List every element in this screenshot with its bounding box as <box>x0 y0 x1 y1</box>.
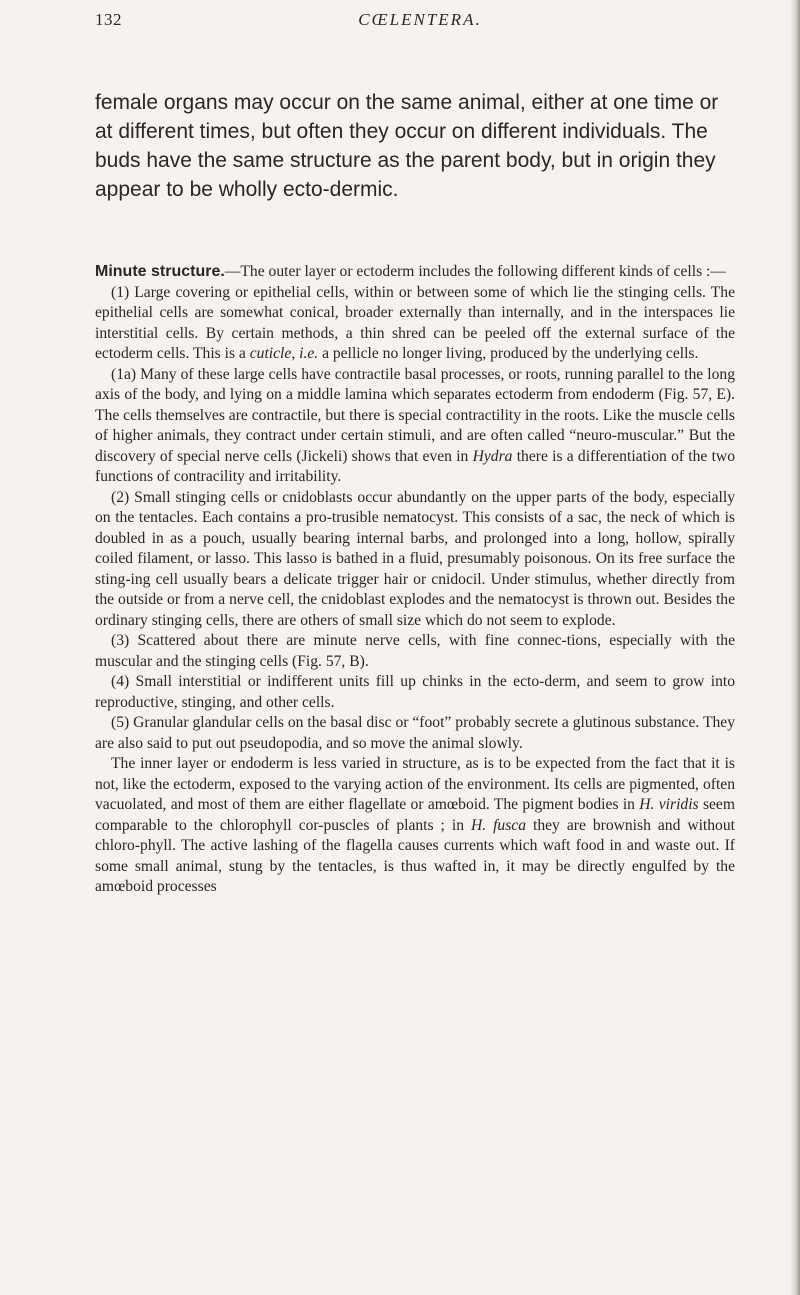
text-run: , <box>291 345 300 362</box>
text-run: (1) Large covering or epithelial cells, within or between some of which lie the stinging cells. The epithelial cells are somewhat conical, broader externally than internally, and in the interspaces lie interstitial cells. By certain methods, a thin shred can be peeled off the external surface of the ectoderm cells. This is a <box>95 283 735 362</box>
text-run: seem comparable to the chlorophyll cor-puscles of plants ; in <box>95 796 735 834</box>
text-run: (1a) Many of these large cells have contractile basal processes, or roots, running parallel to the long axis of the body, and lying on a middle lamina which separates ectoderm from endoderm (Fig. 57, E). The cells themselves are contractile, but there is special contractility in the roots. Like the muscle cells of higher animals, they contract under certain stimuli, and are often called “neuro-muscular.” But the discovery of special nerve cells (Jickeli) shows that even in <box>95 365 735 465</box>
italic-term: Hydra <box>472 447 513 465</box>
page-number: 132 <box>95 10 122 29</box>
lead-paragraph: female organs may occur on the same animal, either at one time or at different times, but often they occur on different individuals. The buds have the same structure as the parent body, but in origin they appear to be wholly ecto-dermic. <box>95 91 719 201</box>
text-run: a pellicle no longer living, produced by the underlying cells. <box>318 345 699 362</box>
italic-term: i.e. <box>299 345 319 362</box>
paragraph-epithelial-cells <box>95 283 735 365</box>
italic-term: H. fusca <box>470 816 527 834</box>
text-run: The inner layer or endoderm is less varied in structure, as is to be expected from the fact that it is not, like the ectoderm, exposed to the varying action of the environment. Its cells are pigmented, often vacuolated, and most of them are either flagellate or amœboid. The pigment bodies in <box>95 755 735 813</box>
paragraph-contractile-processes <box>95 365 735 488</box>
paragraph-glandular-cells: (5) Granular glandular cells on the basal disc or “foot” probably secrete a glutinous substance. They are also said to put out pseudopodia, and so move the animal slowly. <box>95 714 735 752</box>
page-edge-shadow <box>790 0 800 1295</box>
body-text <box>95 262 735 898</box>
section-intro: —The outer layer or ectoderm includes the following different kinds of cells :— <box>224 263 726 280</box>
running-head: CŒLENTERA. <box>358 10 482 29</box>
text-run: they are brownish and without chloro-phyll. The active lashing of the flagella causes currents which waft food in and waste out. If some small animal, stung by the tentacles, is thus wafted in, it may be directly engulfed by the amœboid processes <box>95 816 735 895</box>
page-header <box>95 10 745 38</box>
paragraph-nerve-cells: (3) Scattered about there are minute nerve cells, with fine connec-tions, especially with the muscular and the stinging cells (Fig. 57, B). <box>95 632 735 670</box>
paragraph-stinging-cells: (2) Small stinging cells or cnidoblasts occur abundantly on the upper parts of the body, especially on the tentacles. Each contains a pro-trusible nematocyst. This consists of a sac, the neck of which is doubled in as a pouch, usually bearing internal barbs, and prolonged into a long, hollow, spirally coiled filament, or lasso. This lasso is bathed in a fluid, presumably poisonous. On its free surface the sting-ing cell usually bears a delicate trigger hair or cnidocil. Under stimulus, whether directly from the outside or from a nerve cell, the cnidoblast explodes and the nematocyst is thrown out. Besides the ordinary stinging cells, there are others of small size which do not seem to explode. <box>95 488 735 629</box>
italic-term: H. viridis <box>639 796 699 813</box>
paragraph-interstitial-units: (4) Small interstitial or indifferent units fill up chinks in the ecto-derm, and seem to grow into reproductive, stinging, and other cells. <box>95 673 735 711</box>
paragraph-endoderm <box>95 754 735 898</box>
section-intro-paragraph <box>95 262 735 283</box>
text-run: there is a differentiation of the two functions of contracility and irritability. <box>95 447 735 485</box>
section-heading: Minute structure. <box>95 263 225 280</box>
italic-term: cuticle <box>249 345 292 362</box>
